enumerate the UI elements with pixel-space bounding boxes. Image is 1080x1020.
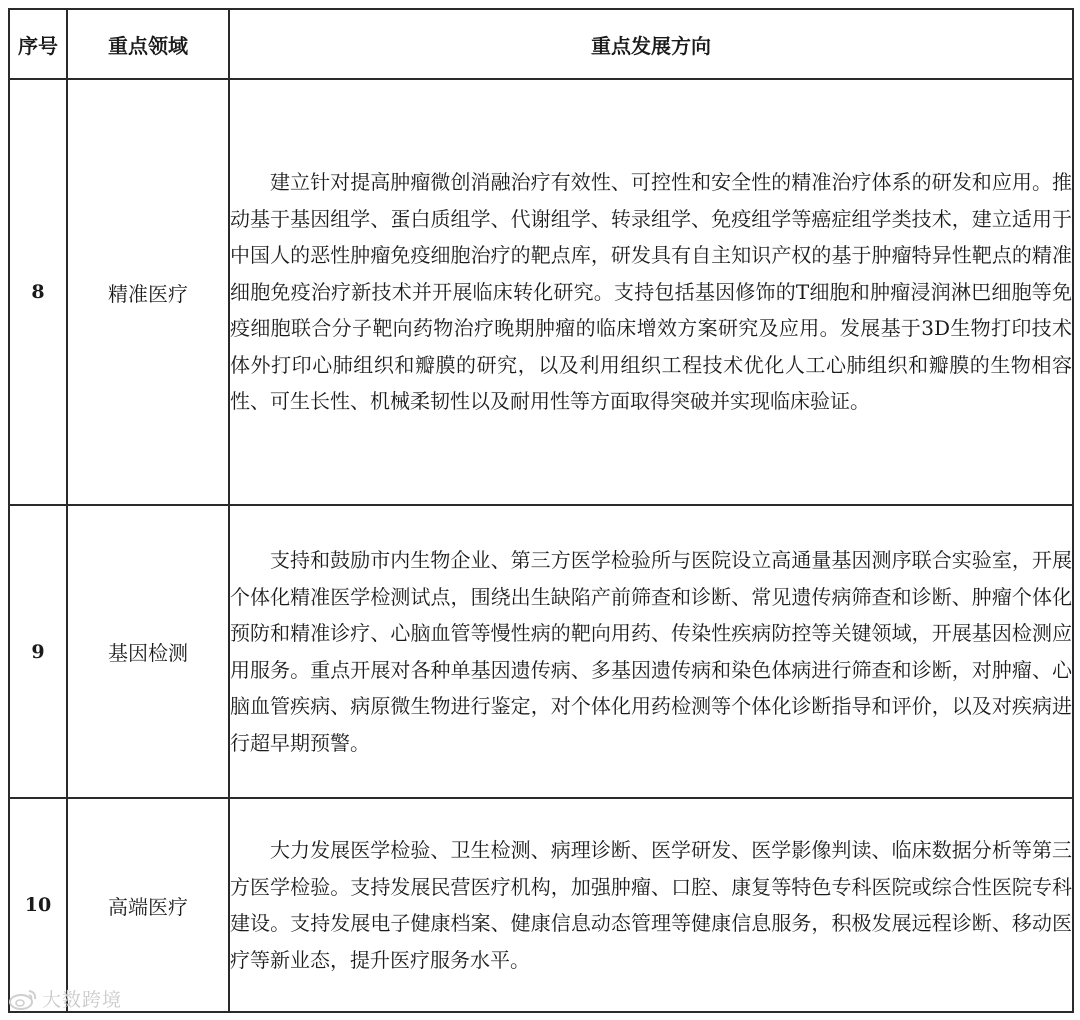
weibo-icon: [8, 988, 38, 1010]
row-field: 高端医疗: [67, 798, 229, 1012]
policy-table: [8, 8, 1074, 1013]
row-direction-text: 大力发展医学检验、卫生检测、病理诊断、医学研发、医学影像判读、临床数据分析等第三方医学检验。支持发展民营医疗机构，加强肿瘤、口腔、康复等特色专科医院或综合性医院专科建设。支持发展电子健康档案、健康信息动态管理等健康信息服务，积极发展远程诊断、移动医疗等新业态，提升医疗服务水平。: [230, 838, 1072, 972]
table-row: [9, 505, 1073, 798]
row-num: 10: [9, 798, 67, 1012]
header-row: [9, 9, 1073, 79]
row-direction-cell: [229, 505, 1073, 798]
table-row: [9, 798, 1073, 1012]
header-direction: 重点发展方向: [229, 9, 1073, 79]
row-direction-text: 建立针对提高肿瘤微创消融治疗有效性、可控性和安全性的精准治疗体系的研发和应用。推动基于基因组学、蛋白质组学、代谢组学、转录组学、免疫组学等癌症组学类技术，建立适用于中国人的恶性肿瘤免疫细胞治疗的靶点库，研发具有自主知识产权的基于肿瘤特异性靶点的精准细胞免疫治疗新技术并开展临床转化研究。支持包括基因修饰的T细胞和肿瘤浸润淋巴细胞等免疫细胞联合分子靶向药物治疗晚期肿瘤的临床增效方案研究及应用。发展基于3D生物打印技术体外打印心肺组织和瓣膜的研究，以及利用组织工程技术优化人工心肺组织和瓣膜的生物相容性、可生长性、机械柔韧性以及耐用性等方面取得突破并实现临床验证。: [230, 170, 1072, 414]
row-field: 精准医疗: [67, 79, 229, 505]
watermark-text: 大数跨境: [42, 989, 123, 1011]
row-direction-text: 支持和鼓励市内生物企业、第三方医学检验所与医院设立高通量基因测序联合实验室，开展个体化精准医学检测试点，围绕出生缺陷产前筛查和诊断、常见遗传病筛查和诊断、肿瘤个体化预防和精准诊疗、心脑血管等慢性病的靶向用药、传染性疾病防控等关键领域，开展基因检测应用服务。重点开展对各种单基因遗传病、多基因遗传病和染色体病进行筛查和诊断，对肿瘤、心脑血管疾病、病原微生物进行鉴定，对个体化用药检测等个体化诊断指导和评价，以及对疾病进行超早期预警。: [230, 548, 1072, 755]
row-num: 8: [9, 79, 67, 505]
header-num: 序号: [9, 9, 67, 79]
watermark: [8, 985, 122, 1012]
row-direction-cell: [229, 798, 1073, 1012]
header-field: 重点领域: [67, 9, 229, 79]
row-num: 9: [9, 505, 67, 798]
row-field: 基因检测: [67, 505, 229, 798]
row-direction-cell: [229, 79, 1073, 505]
table-row: [9, 79, 1073, 505]
